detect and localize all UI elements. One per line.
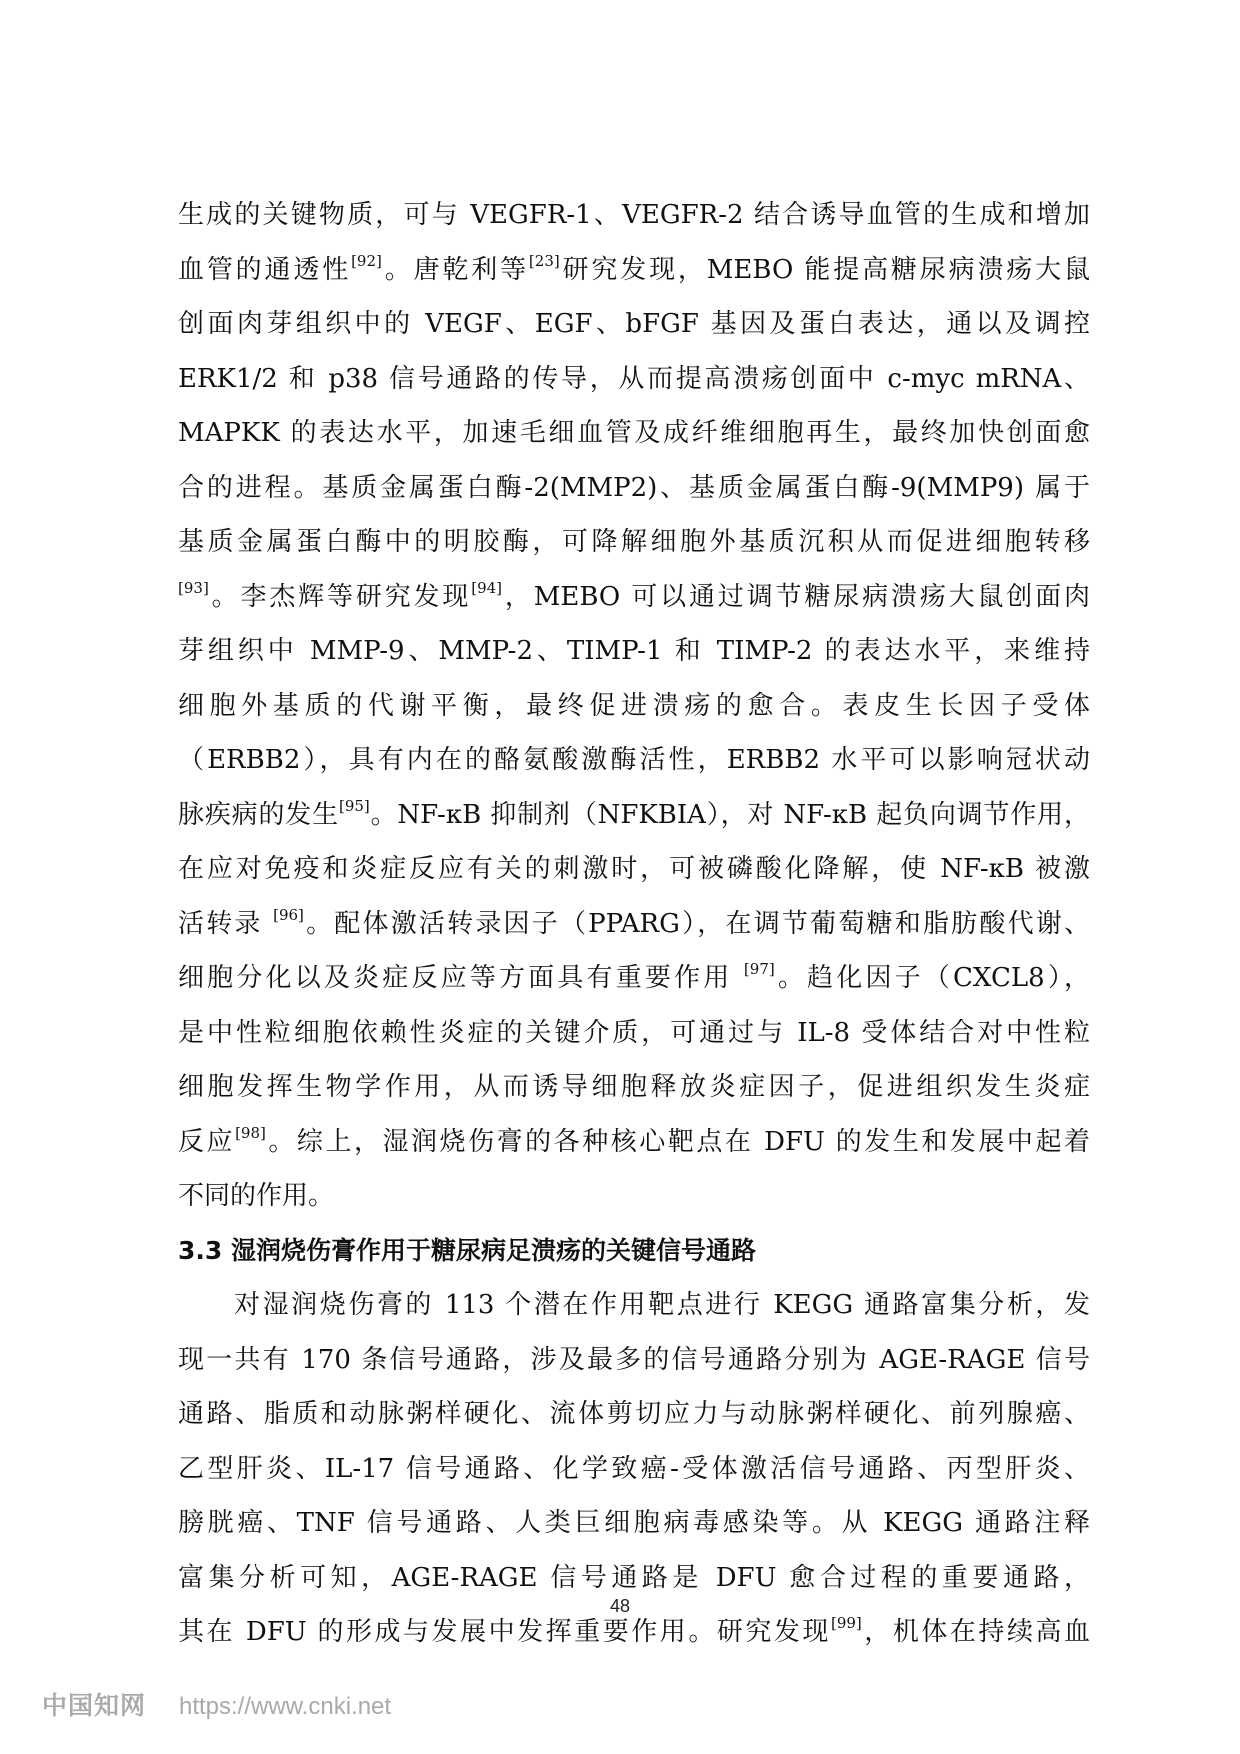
text-line	[178, 515, 1090, 570]
section-heading	[178, 1224, 1090, 1279]
watermark-url: https://www.cnki.net	[178, 1693, 392, 1720]
text-run: 。李杰辉等研究发现	[208, 581, 472, 612]
text-run: 生成的关键物质，可与 VEGFR-1、VEGFR-2 结合诱导血管的生成和增加	[178, 200, 1090, 230]
text-line	[178, 1333, 1090, 1388]
text-run: 合的进程。基质金属蛋白酶-2(MMP2)、基质金属蛋白酶-9(MMP9) 属于	[178, 472, 1090, 503]
text-run: 细胞发挥生物学作用，从而诱导细胞释放炎症因子，促进组织发生炎症	[178, 1072, 1090, 1102]
text-run: 在应对免疫和炎症反应有关的刺激时，可被磷酸化降解，使 NF-κB 被激	[178, 854, 1090, 884]
text-run: 通路、脂质和动脉粥样硬化、流体剪切应力与动脉粥样硬化、前列腺癌、	[178, 1399, 1090, 1429]
text-line	[178, 733, 1090, 788]
text-run: ，机体在持续高血	[861, 1617, 1090, 1647]
text-run: ，MEBO 可以通过调节糖尿病溃疡大鼠创面肉	[502, 581, 1090, 612]
text-line	[178, 297, 1090, 352]
body-text	[178, 188, 1090, 1660]
text-run: 膀胱癌、TNF 信号通路、人类巨细胞病毒感染等。从 KEGG 通路注释	[178, 1508, 1090, 1538]
text-run: 。NF-κB 抑制剂（NFKBIA），对 NF-κB 起负向调节作用，	[369, 799, 1090, 830]
text-run: 富集分析可知，AGE-RAGE 信号通路是 DFU 愈合过程的重要通路，	[178, 1562, 1090, 1593]
text-line	[178, 1115, 1090, 1170]
text-line	[178, 788, 1090, 843]
text-run: 是中性粒细胞依赖性炎症的关键介质，可通过与 IL-8 受体结合对中性粒	[178, 1017, 1090, 1048]
text-line	[178, 842, 1090, 897]
text-run: 。唐乾利等	[381, 254, 529, 285]
text-line	[178, 352, 1090, 407]
text-run: 血管的通透性	[178, 254, 352, 285]
text-run: 基质金属蛋白酶中的明胶酶，可降解细胞外基质沉积从而促进细胞转移	[178, 527, 1090, 557]
citation-ref: [23]	[528, 251, 560, 270]
text-run: 活转录	[178, 908, 274, 939]
text-line	[178, 1387, 1090, 1442]
cnki-watermark	[42, 1686, 391, 1722]
text-run: 。配体激活转录因子（PPARG），在调节葡萄糖和脂肪酸代谢、	[303, 908, 1090, 939]
text-run: 现一共有 170 条信号通路，涉及最多的信号通路分别为 AGE-RAGE 信号	[178, 1344, 1090, 1375]
text-line	[178, 243, 1090, 298]
citation-ref: [93]	[178, 578, 209, 597]
text-run: 芽组织中 MMP-9、MMP-2、TIMP-1 和 TIMP-2 的表达水平，来维持	[178, 636, 1090, 666]
text-line	[178, 1278, 1090, 1333]
text-line	[178, 406, 1090, 461]
text-line	[178, 1006, 1090, 1061]
text-line	[178, 897, 1090, 952]
watermark-brand: 中国知网	[42, 1692, 147, 1720]
citation-ref: [96]	[273, 905, 304, 924]
text-run: 脉疾病的发生	[178, 799, 339, 830]
text-run: 细胞外基质的代谢平衡，最终促进溃疡的愈合。表皮生长因子受体	[178, 690, 1090, 721]
page-number: 48	[609, 1596, 631, 1616]
text-run: 乙型肝炎、IL-17 信号通路、化学致癌-受体激活信号通路、丙型肝炎、	[178, 1453, 1090, 1484]
citation-ref: [92]	[351, 251, 382, 270]
text-line	[178, 1169, 1090, 1224]
text-run: 研究发现，MEBO 能提高糖尿病溃疡大鼠	[559, 254, 1090, 285]
citation-ref: [97]	[743, 960, 775, 979]
citation-ref: [98]	[235, 1123, 266, 1142]
text-run: 。趋化因子（CXCL8），	[774, 963, 1090, 993]
text-line	[178, 1496, 1090, 1551]
text-line	[178, 951, 1090, 1006]
text-line	[178, 461, 1090, 516]
text-line	[178, 570, 1090, 625]
text-run: MAPKK 的表达水平，加速毛细血管及成纤维细胞再生，最终加快创面愈	[178, 418, 1090, 448]
text-run: （ERBB2），具有内在的酪氨酸激酶活性，ERBB2 水平可以影响冠状动	[178, 745, 1090, 775]
text-run: 创面肉芽组织中的 VEGF、EGF、bFGF 基因及蛋白表达，通以及调控	[178, 309, 1090, 339]
citation-ref: [94]	[471, 578, 503, 597]
text-line	[178, 1442, 1090, 1497]
text-line	[178, 1060, 1090, 1115]
text-line	[178, 188, 1090, 243]
citation-ref: [99]	[830, 1614, 862, 1633]
text-run: 对湿润烧伤膏的 113 个潜在作用靶点进行 KEGG 通路富集分析，发	[234, 1290, 1090, 1320]
text-line	[178, 624, 1090, 679]
text-run: 。综上，湿润烧伤膏的各种核心靶点在 DFU 的发生和发展中起着	[265, 1126, 1090, 1157]
text-line	[178, 679, 1090, 734]
text-run: 反应	[178, 1126, 236, 1157]
text-run: 不同的作用。	[178, 1181, 335, 1211]
text-run: 3.3 湿润烧伤膏作用于糖尿病足溃疡的关键信号通路	[178, 1235, 756, 1265]
text-run: 细胞分化以及炎症反应等方面具有重要作用	[178, 963, 744, 993]
citation-ref: [95]	[338, 796, 370, 815]
text-run: 其在 DFU 的形成与发展中发挥重要作用。研究发现	[178, 1617, 831, 1647]
text-run: ERK1/2 和 p38 信号通路的传导，从而提高溃疡创面中 c-myc mRNA、	[178, 363, 1090, 394]
